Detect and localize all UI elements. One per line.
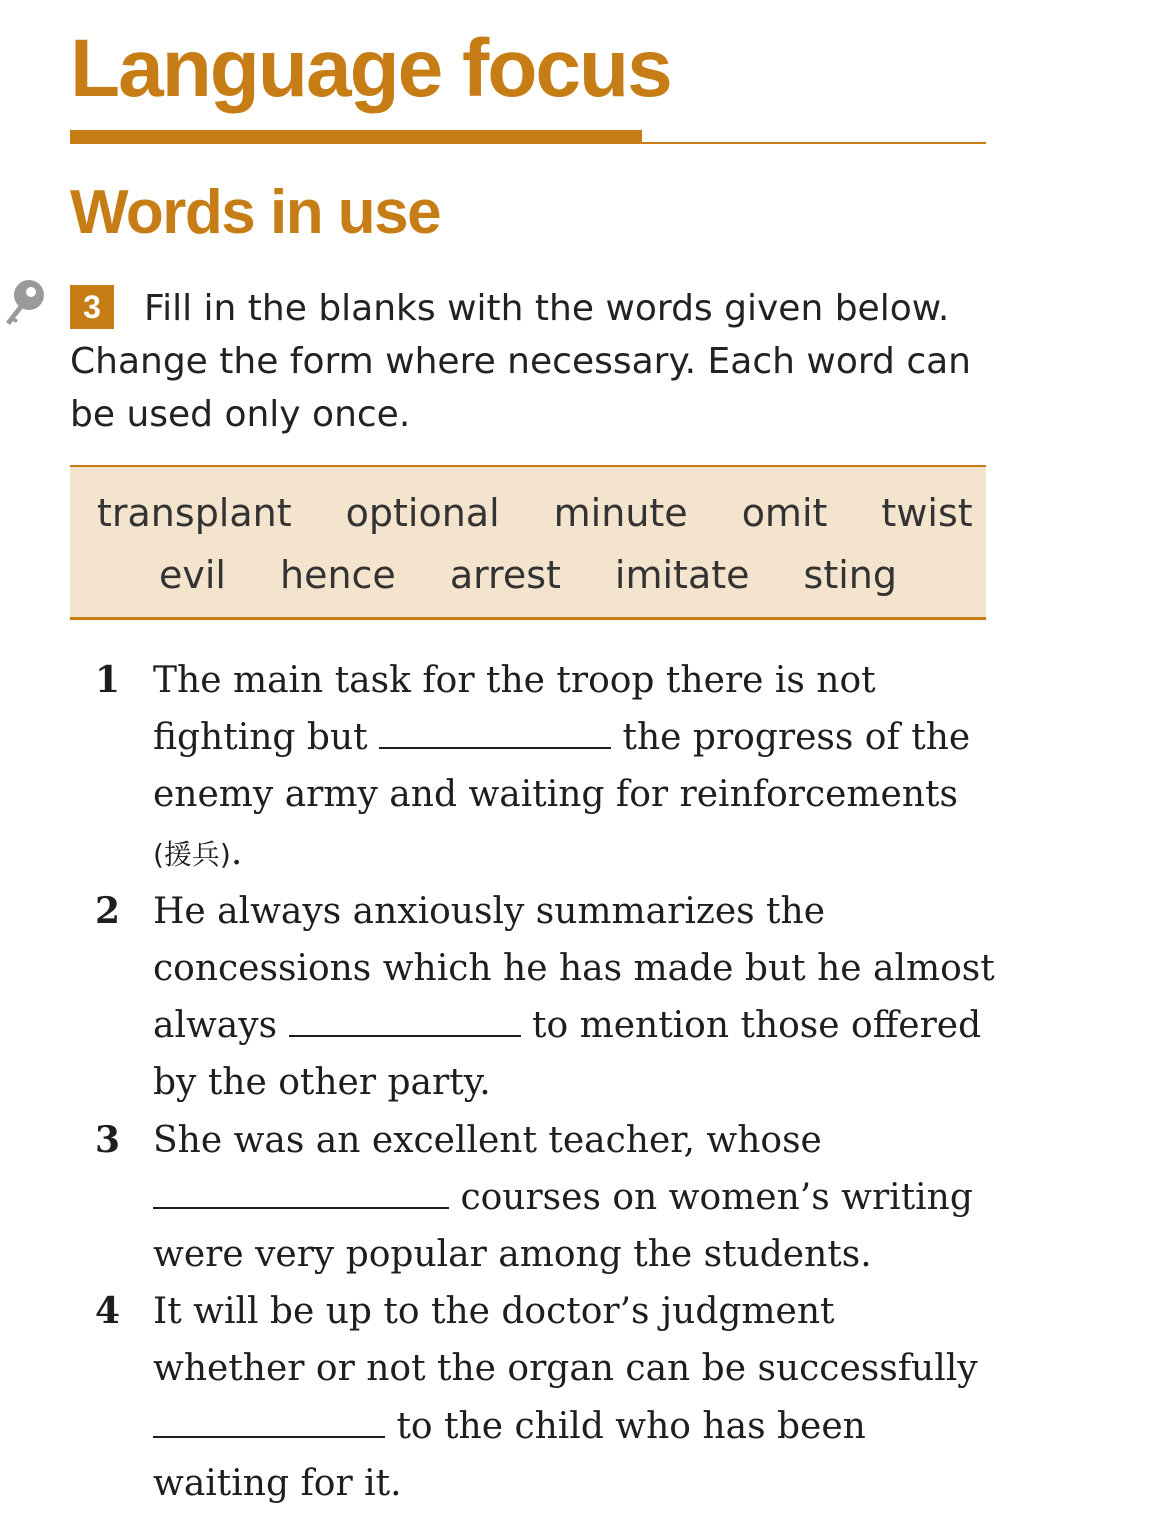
section-title: Words in use [70, 178, 441, 247]
exercise-items [95, 652, 995, 1512]
word-bank-word: omit [741, 491, 828, 535]
word-bank-word: arrest [449, 553, 561, 597]
item-number: 2 [95, 889, 121, 932]
title-divider [70, 142, 986, 144]
item-text-before: She was an excellent teacher, whose [153, 1119, 822, 1161]
item-text-end: . [230, 831, 243, 873]
word-bank-word: optional [345, 491, 500, 535]
page-title: Language focus [70, 23, 671, 114]
item-text-before: It will be up to the doctor’s judgment whether or not the organ can be successfully [153, 1291, 978, 1390]
word-bank-row-1 [70, 491, 986, 535]
word-bank-word: hence [279, 553, 396, 597]
title-underline-bar [70, 130, 642, 142]
item-text-after: courses on women’s writing were very popular among the students. [153, 1176, 973, 1276]
item-text-after: to the child who has been waiting for it. [153, 1405, 866, 1504]
word-bank [70, 465, 986, 620]
exercise-item [95, 1112, 995, 1284]
exercise-item [95, 652, 995, 883]
item-text-after: to mention those offered by the other party. [153, 1005, 982, 1104]
word-bank-row-2 [70, 553, 986, 597]
exercise-item [95, 883, 995, 1112]
word-bank-word: transplant [97, 491, 292, 535]
answer-blank[interactable] [153, 1402, 385, 1438]
exercise-instruction [70, 282, 990, 441]
item-number: 3 [95, 1118, 121, 1161]
word-bank-word: evil [159, 553, 226, 597]
answer-blank[interactable] [153, 1173, 449, 1209]
item-number: 4 [95, 1290, 121, 1333]
word-bank-word: imitate [614, 553, 750, 597]
key-icon [0, 276, 50, 336]
exercise-item [95, 1283, 995, 1512]
item-number: 1 [95, 659, 121, 701]
item-note: (援兵) [153, 837, 231, 871]
word-bank-word: minute [553, 491, 688, 535]
answer-blank[interactable] [379, 713, 611, 749]
item-text-before: He always anxiously summarizes the concessions which he has made but he almost always [153, 890, 995, 1047]
answer-blank[interactable] [289, 1001, 521, 1037]
item-text-after: the progress of the enemy army and waiting for reinforcements [153, 717, 971, 816]
instruction-text: Fill in the blanks with the words given below. Change the form where necessary. Each word can be used only once. [70, 288, 971, 435]
exercise-number-badge: 3 [70, 285, 114, 329]
word-bank-word: twist [881, 491, 973, 535]
item-text-before: The main task for the troop there is not fighting but [153, 660, 876, 759]
word-bank-word: sting [803, 553, 897, 597]
